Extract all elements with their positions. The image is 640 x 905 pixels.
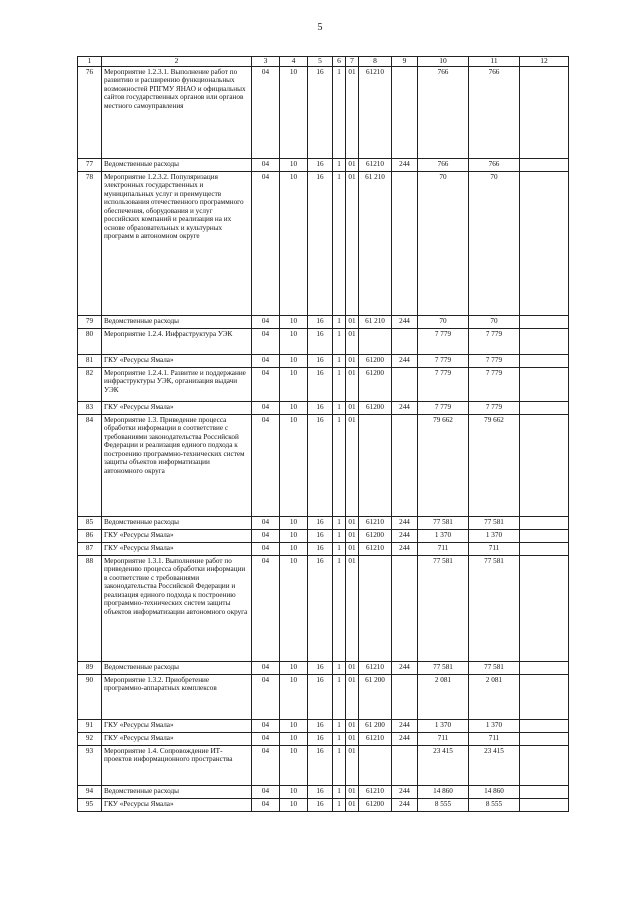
cell-col-12 bbox=[520, 745, 569, 785]
cell-col-1: 94 bbox=[78, 785, 102, 798]
cell-col-4: 10 bbox=[280, 171, 308, 315]
cell-col-7: 01 bbox=[346, 542, 359, 555]
cell-col-5: 16 bbox=[308, 66, 333, 158]
cell-col-9: 244 bbox=[392, 785, 418, 798]
cell-col-8 bbox=[359, 555, 392, 661]
table-row bbox=[78, 367, 569, 401]
cell-col-12 bbox=[520, 798, 569, 811]
cell-col-3: 04 bbox=[252, 315, 280, 328]
table-row bbox=[78, 785, 569, 798]
cell-col-7: 01 bbox=[346, 171, 359, 315]
cell-col-9 bbox=[392, 414, 418, 516]
cell-col-8: 61200 bbox=[359, 798, 392, 811]
table-row bbox=[78, 315, 569, 328]
cell-col-3: 04 bbox=[252, 719, 280, 732]
cell-col-5: 16 bbox=[308, 555, 333, 661]
cell-col-12 bbox=[520, 414, 569, 516]
cell-col-5: 16 bbox=[308, 516, 333, 529]
cell-col-6: 1 bbox=[333, 785, 346, 798]
column-header-11: 11 bbox=[469, 57, 520, 67]
cell-col-1: 95 bbox=[78, 798, 102, 811]
cell-col-10: 77 581 bbox=[418, 661, 469, 674]
cell-col-4: 10 bbox=[280, 661, 308, 674]
cell-col-5: 16 bbox=[308, 354, 333, 367]
cell-col-12 bbox=[520, 354, 569, 367]
cell-col-2: Ведомственные расходы bbox=[102, 785, 252, 798]
cell-col-6: 1 bbox=[333, 555, 346, 661]
cell-col-10: 14 860 bbox=[418, 785, 469, 798]
cell-col-6: 1 bbox=[333, 798, 346, 811]
cell-col-8 bbox=[359, 328, 392, 354]
cell-col-6: 1 bbox=[333, 66, 346, 158]
table-row bbox=[78, 555, 569, 661]
cell-col-10: 79 662 bbox=[418, 414, 469, 516]
table-row bbox=[78, 719, 569, 732]
cell-col-1: 90 bbox=[78, 674, 102, 719]
cell-col-1: 82 bbox=[78, 367, 102, 401]
cell-col-1: 89 bbox=[78, 661, 102, 674]
cell-col-12 bbox=[520, 674, 569, 719]
table-row bbox=[78, 354, 569, 367]
cell-col-9 bbox=[392, 328, 418, 354]
cell-col-1: 92 bbox=[78, 732, 102, 745]
cell-col-11: 23 415 bbox=[469, 745, 520, 785]
cell-col-10: 1 370 bbox=[418, 719, 469, 732]
cell-col-11: 7 779 bbox=[469, 328, 520, 354]
column-header-5: 5 bbox=[308, 57, 333, 67]
cell-col-2: Мероприятие 1.4. Сопровождение ИТ-проектов информационного пространства bbox=[102, 745, 252, 785]
cell-col-12 bbox=[520, 732, 569, 745]
cell-col-5: 16 bbox=[308, 661, 333, 674]
cell-col-8: 61210 bbox=[359, 732, 392, 745]
cell-col-9 bbox=[392, 745, 418, 785]
cell-col-5: 16 bbox=[308, 674, 333, 719]
cell-col-1: 81 bbox=[78, 354, 102, 367]
cell-col-3: 04 bbox=[252, 516, 280, 529]
cell-col-3: 04 bbox=[252, 414, 280, 516]
cell-col-6: 1 bbox=[333, 414, 346, 516]
table-row bbox=[78, 66, 569, 158]
cell-col-5: 16 bbox=[308, 529, 333, 542]
cell-col-2: ГКУ «Ресурсы Ямала» bbox=[102, 732, 252, 745]
cell-col-11: 79 662 bbox=[469, 414, 520, 516]
column-header-7: 7 bbox=[346, 57, 359, 67]
cell-col-7: 01 bbox=[346, 798, 359, 811]
cell-col-9 bbox=[392, 171, 418, 315]
cell-col-11: 766 bbox=[469, 158, 520, 171]
cell-col-9: 244 bbox=[392, 158, 418, 171]
cell-col-11: 7 779 bbox=[469, 354, 520, 367]
cell-col-6: 1 bbox=[333, 745, 346, 785]
cell-col-4: 10 bbox=[280, 719, 308, 732]
cell-col-5: 16 bbox=[308, 745, 333, 785]
cell-col-8: 61210 bbox=[359, 516, 392, 529]
cell-col-2: ГКУ «Ресурсы Ямала» bbox=[102, 798, 252, 811]
cell-col-5: 16 bbox=[308, 401, 333, 414]
cell-col-6: 1 bbox=[333, 171, 346, 315]
cell-col-7: 01 bbox=[346, 328, 359, 354]
table-row bbox=[78, 674, 569, 719]
cell-col-3: 04 bbox=[252, 798, 280, 811]
cell-col-3: 04 bbox=[252, 732, 280, 745]
cell-col-4: 10 bbox=[280, 328, 308, 354]
column-header-9: 9 bbox=[392, 57, 418, 67]
cell-col-10: 70 bbox=[418, 315, 469, 328]
cell-col-12 bbox=[520, 542, 569, 555]
cell-col-12 bbox=[520, 66, 569, 158]
cell-col-2: Мероприятие 1.3.1. Выполнение работ по приведению процесса обработки информации в соответствие с требованиями законодательства Российской Федерации и реализация единого подхода к построению программно-технических систем защиты объектов информатизации автономного округа bbox=[102, 555, 252, 661]
cell-col-2: Ведомственные расходы bbox=[102, 315, 252, 328]
cell-col-8: 61200 bbox=[359, 354, 392, 367]
cell-col-9: 244 bbox=[392, 529, 418, 542]
cell-col-8 bbox=[359, 745, 392, 785]
cell-col-12 bbox=[520, 171, 569, 315]
cell-col-5: 16 bbox=[308, 414, 333, 516]
cell-col-6: 1 bbox=[333, 661, 346, 674]
cell-col-6: 1 bbox=[333, 516, 346, 529]
cell-col-11: 711 bbox=[469, 542, 520, 555]
cell-col-9 bbox=[392, 66, 418, 158]
cell-col-10: 23 415 bbox=[418, 745, 469, 785]
cell-col-12 bbox=[520, 555, 569, 661]
cell-col-4: 10 bbox=[280, 732, 308, 745]
cell-col-1: 79 bbox=[78, 315, 102, 328]
cell-col-12 bbox=[520, 661, 569, 674]
cell-col-1: 88 bbox=[78, 555, 102, 661]
cell-col-2: Мероприятие 1.3.2. Приобретение программно-аппаратных комплексов bbox=[102, 674, 252, 719]
cell-col-6: 1 bbox=[333, 367, 346, 401]
cell-col-1: 80 bbox=[78, 328, 102, 354]
cell-col-5: 16 bbox=[308, 719, 333, 732]
cell-col-12 bbox=[520, 328, 569, 354]
cell-col-7: 01 bbox=[346, 745, 359, 785]
cell-col-11: 1 370 bbox=[469, 719, 520, 732]
cell-col-1: 87 bbox=[78, 542, 102, 555]
cell-col-10: 766 bbox=[418, 158, 469, 171]
column-header-8: 8 bbox=[359, 57, 392, 67]
cell-col-7: 01 bbox=[346, 516, 359, 529]
cell-col-10: 1 370 bbox=[418, 529, 469, 542]
cell-col-11: 2 081 bbox=[469, 674, 520, 719]
cell-col-1: 91 bbox=[78, 719, 102, 732]
cell-col-10: 711 bbox=[418, 542, 469, 555]
cell-col-3: 04 bbox=[252, 328, 280, 354]
column-header-6: 6 bbox=[333, 57, 346, 67]
cell-col-7: 01 bbox=[346, 158, 359, 171]
cell-col-7: 01 bbox=[346, 732, 359, 745]
cell-col-1: 78 bbox=[78, 171, 102, 315]
cell-col-3: 04 bbox=[252, 171, 280, 315]
cell-col-1: 85 bbox=[78, 516, 102, 529]
cell-col-7: 01 bbox=[346, 354, 359, 367]
cell-col-1: 84 bbox=[78, 414, 102, 516]
cell-col-6: 1 bbox=[333, 328, 346, 354]
cell-col-9: 244 bbox=[392, 354, 418, 367]
cell-col-8: 61210 bbox=[359, 66, 392, 158]
cell-col-4: 10 bbox=[280, 66, 308, 158]
cell-col-9: 244 bbox=[392, 315, 418, 328]
cell-col-8: 61 200 bbox=[359, 674, 392, 719]
cell-col-8: 61 200 bbox=[359, 719, 392, 732]
column-header-10: 10 bbox=[418, 57, 469, 67]
cell-col-5: 16 bbox=[308, 798, 333, 811]
cell-col-3: 04 bbox=[252, 674, 280, 719]
cell-col-2: Мероприятие 1.2.4. Инфраструктура УЭК bbox=[102, 328, 252, 354]
cell-col-12 bbox=[520, 367, 569, 401]
cell-col-11: 766 bbox=[469, 66, 520, 158]
cell-col-9: 244 bbox=[392, 542, 418, 555]
cell-col-3: 04 bbox=[252, 367, 280, 401]
table-body bbox=[78, 66, 569, 811]
cell-col-3: 04 bbox=[252, 661, 280, 674]
column-header-4: 4 bbox=[280, 57, 308, 67]
cell-col-6: 1 bbox=[333, 315, 346, 328]
cell-col-2: Ведомственные расходы bbox=[102, 158, 252, 171]
cell-col-6: 1 bbox=[333, 542, 346, 555]
cell-col-9 bbox=[392, 555, 418, 661]
cell-col-6: 1 bbox=[333, 354, 346, 367]
cell-col-1: 76 bbox=[78, 66, 102, 158]
cell-col-6: 1 bbox=[333, 674, 346, 719]
cell-col-7: 01 bbox=[346, 315, 359, 328]
cell-col-11: 70 bbox=[469, 315, 520, 328]
column-header-1: 1 bbox=[78, 57, 102, 67]
cell-col-8: 61 210 bbox=[359, 171, 392, 315]
cell-col-11: 711 bbox=[469, 732, 520, 745]
cell-col-10: 77 581 bbox=[418, 516, 469, 529]
cell-col-2: ГКУ «Ресурсы Ямала» bbox=[102, 354, 252, 367]
cell-col-1: 86 bbox=[78, 529, 102, 542]
cell-col-5: 16 bbox=[308, 171, 333, 315]
cell-col-10: 8 555 bbox=[418, 798, 469, 811]
cell-col-9: 244 bbox=[392, 516, 418, 529]
cell-col-8: 61200 bbox=[359, 401, 392, 414]
cell-col-2: ГКУ «Ресурсы Ямала» bbox=[102, 529, 252, 542]
cell-col-2: Мероприятие 1.2.3.2. Популяризация электронных государственных и муниципальных услуг и преимуществ использования отечественного программного обеспечения, оборудования и услуг российских компаний и реализация на их основе образовательных и культурных программ в автономном округе bbox=[102, 171, 252, 315]
budget-table bbox=[77, 56, 569, 812]
cell-col-12 bbox=[520, 401, 569, 414]
table-row bbox=[78, 732, 569, 745]
cell-col-8: 61210 bbox=[359, 158, 392, 171]
cell-col-10: 7 779 bbox=[418, 354, 469, 367]
cell-col-8: 61 210 bbox=[359, 315, 392, 328]
cell-col-8: 61200 bbox=[359, 367, 392, 401]
cell-col-4: 10 bbox=[280, 414, 308, 516]
cell-col-2: Мероприятие 1.2.3.1. Выполнение работ по развитию и расширению функциональных возможностей РПГМУ ЯНАО и официальных сайтов государственных органов или органов местного самоуправления bbox=[102, 66, 252, 158]
cell-col-7: 01 bbox=[346, 674, 359, 719]
cell-col-5: 16 bbox=[308, 732, 333, 745]
cell-col-2: Мероприятие 1.3. Приведение процесса обработки информации в соответствие с требованиями законодательства Российской Федерации и реализация единого подхода к построению программно-технических систем защиты объектов информатизации автономного округа bbox=[102, 414, 252, 516]
cell-col-7: 01 bbox=[346, 719, 359, 732]
cell-col-1: 77 bbox=[78, 158, 102, 171]
cell-col-6: 1 bbox=[333, 719, 346, 732]
cell-col-12 bbox=[520, 785, 569, 798]
cell-col-2: ГКУ «Ресурсы Ямала» bbox=[102, 719, 252, 732]
cell-col-12 bbox=[520, 158, 569, 171]
cell-col-11: 14 860 bbox=[469, 785, 520, 798]
cell-col-10: 7 779 bbox=[418, 401, 469, 414]
cell-col-5: 16 bbox=[308, 158, 333, 171]
cell-col-9: 244 bbox=[392, 719, 418, 732]
cell-col-8: 61210 bbox=[359, 785, 392, 798]
cell-col-9: 244 bbox=[392, 798, 418, 811]
cell-col-6: 1 bbox=[333, 732, 346, 745]
cell-col-7: 01 bbox=[346, 401, 359, 414]
cell-col-12 bbox=[520, 315, 569, 328]
cell-col-2: Ведомственные расходы bbox=[102, 516, 252, 529]
cell-col-3: 04 bbox=[252, 158, 280, 171]
cell-col-10: 70 bbox=[418, 171, 469, 315]
cell-col-7: 01 bbox=[346, 661, 359, 674]
cell-col-12 bbox=[520, 516, 569, 529]
cell-col-3: 04 bbox=[252, 401, 280, 414]
cell-col-4: 10 bbox=[280, 401, 308, 414]
table-row bbox=[78, 158, 569, 171]
cell-col-10: 7 779 bbox=[418, 367, 469, 401]
cell-col-2: Мероприятие 1.2.4.1. Развитие и поддержание инфраструктуры УЭК, организация выдачи УЭК bbox=[102, 367, 252, 401]
cell-col-7: 01 bbox=[346, 367, 359, 401]
cell-col-11: 1 370 bbox=[469, 529, 520, 542]
cell-col-9: 244 bbox=[392, 401, 418, 414]
column-header-2: 2 bbox=[102, 57, 252, 67]
cell-col-11: 8 555 bbox=[469, 798, 520, 811]
cell-col-4: 10 bbox=[280, 798, 308, 811]
page-number: 5 bbox=[317, 22, 323, 33]
table-row bbox=[78, 401, 569, 414]
table-row bbox=[78, 745, 569, 785]
cell-col-8: 61210 bbox=[359, 661, 392, 674]
cell-col-1: 83 bbox=[78, 401, 102, 414]
cell-col-7: 01 bbox=[346, 785, 359, 798]
cell-col-12 bbox=[520, 529, 569, 542]
cell-col-8 bbox=[359, 414, 392, 516]
cell-col-11: 77 581 bbox=[469, 516, 520, 529]
table-row bbox=[78, 328, 569, 354]
cell-col-3: 04 bbox=[252, 785, 280, 798]
cell-col-3: 04 bbox=[252, 542, 280, 555]
column-header-12: 12 bbox=[520, 57, 569, 67]
cell-col-7: 01 bbox=[346, 529, 359, 542]
cell-col-8: 61210 bbox=[359, 542, 392, 555]
cell-col-6: 1 bbox=[333, 158, 346, 171]
cell-col-11: 7 779 bbox=[469, 401, 520, 414]
cell-col-10: 766 bbox=[418, 66, 469, 158]
cell-col-10: 711 bbox=[418, 732, 469, 745]
cell-col-4: 10 bbox=[280, 354, 308, 367]
cell-col-6: 1 bbox=[333, 529, 346, 542]
cell-col-10: 77 581 bbox=[418, 555, 469, 661]
table-row bbox=[78, 661, 569, 674]
table-row bbox=[78, 516, 569, 529]
column-header-3: 3 bbox=[252, 57, 280, 67]
cell-col-2: Ведомственные расходы bbox=[102, 661, 252, 674]
cell-col-4: 10 bbox=[280, 542, 308, 555]
cell-col-2: ГКУ «Ресурсы Ямала» bbox=[102, 401, 252, 414]
cell-col-6: 1 bbox=[333, 401, 346, 414]
cell-col-3: 04 bbox=[252, 555, 280, 661]
cell-col-9 bbox=[392, 674, 418, 719]
table-row bbox=[78, 798, 569, 811]
header-row bbox=[78, 57, 569, 67]
cell-col-5: 16 bbox=[308, 542, 333, 555]
cell-col-9: 244 bbox=[392, 732, 418, 745]
cell-col-9 bbox=[392, 367, 418, 401]
table-row bbox=[78, 542, 569, 555]
cell-col-8: 61200 bbox=[359, 529, 392, 542]
cell-col-7: 01 bbox=[346, 66, 359, 158]
cell-col-10: 7 779 bbox=[418, 328, 469, 354]
cell-col-1: 93 bbox=[78, 745, 102, 785]
cell-col-11: 70 bbox=[469, 171, 520, 315]
cell-col-4: 10 bbox=[280, 555, 308, 661]
cell-col-11: 7 779 bbox=[469, 367, 520, 401]
cell-col-4: 10 bbox=[280, 315, 308, 328]
cell-col-4: 10 bbox=[280, 367, 308, 401]
cell-col-11: 77 581 bbox=[469, 661, 520, 674]
cell-col-3: 04 bbox=[252, 66, 280, 158]
cell-col-3: 04 bbox=[252, 745, 280, 785]
cell-col-12 bbox=[520, 719, 569, 732]
cell-col-3: 04 bbox=[252, 529, 280, 542]
cell-col-7: 01 bbox=[346, 555, 359, 661]
cell-col-11: 77 581 bbox=[469, 555, 520, 661]
cell-col-5: 16 bbox=[308, 328, 333, 354]
cell-col-4: 10 bbox=[280, 674, 308, 719]
cell-col-5: 16 bbox=[308, 315, 333, 328]
cell-col-5: 16 bbox=[308, 785, 333, 798]
cell-col-4: 10 bbox=[280, 745, 308, 785]
cell-col-3: 04 bbox=[252, 354, 280, 367]
cell-col-4: 10 bbox=[280, 785, 308, 798]
cell-col-2: ГКУ «Ресурсы Ямала» bbox=[102, 542, 252, 555]
cell-col-5: 16 bbox=[308, 367, 333, 401]
table-row bbox=[78, 171, 569, 315]
cell-col-9: 244 bbox=[392, 661, 418, 674]
cell-col-4: 10 bbox=[280, 529, 308, 542]
table-row bbox=[78, 529, 569, 542]
table-row bbox=[78, 414, 569, 516]
cell-col-4: 10 bbox=[280, 158, 308, 171]
cell-col-7: 01 bbox=[346, 414, 359, 516]
cell-col-4: 10 bbox=[280, 516, 308, 529]
cell-col-10: 2 081 bbox=[418, 674, 469, 719]
